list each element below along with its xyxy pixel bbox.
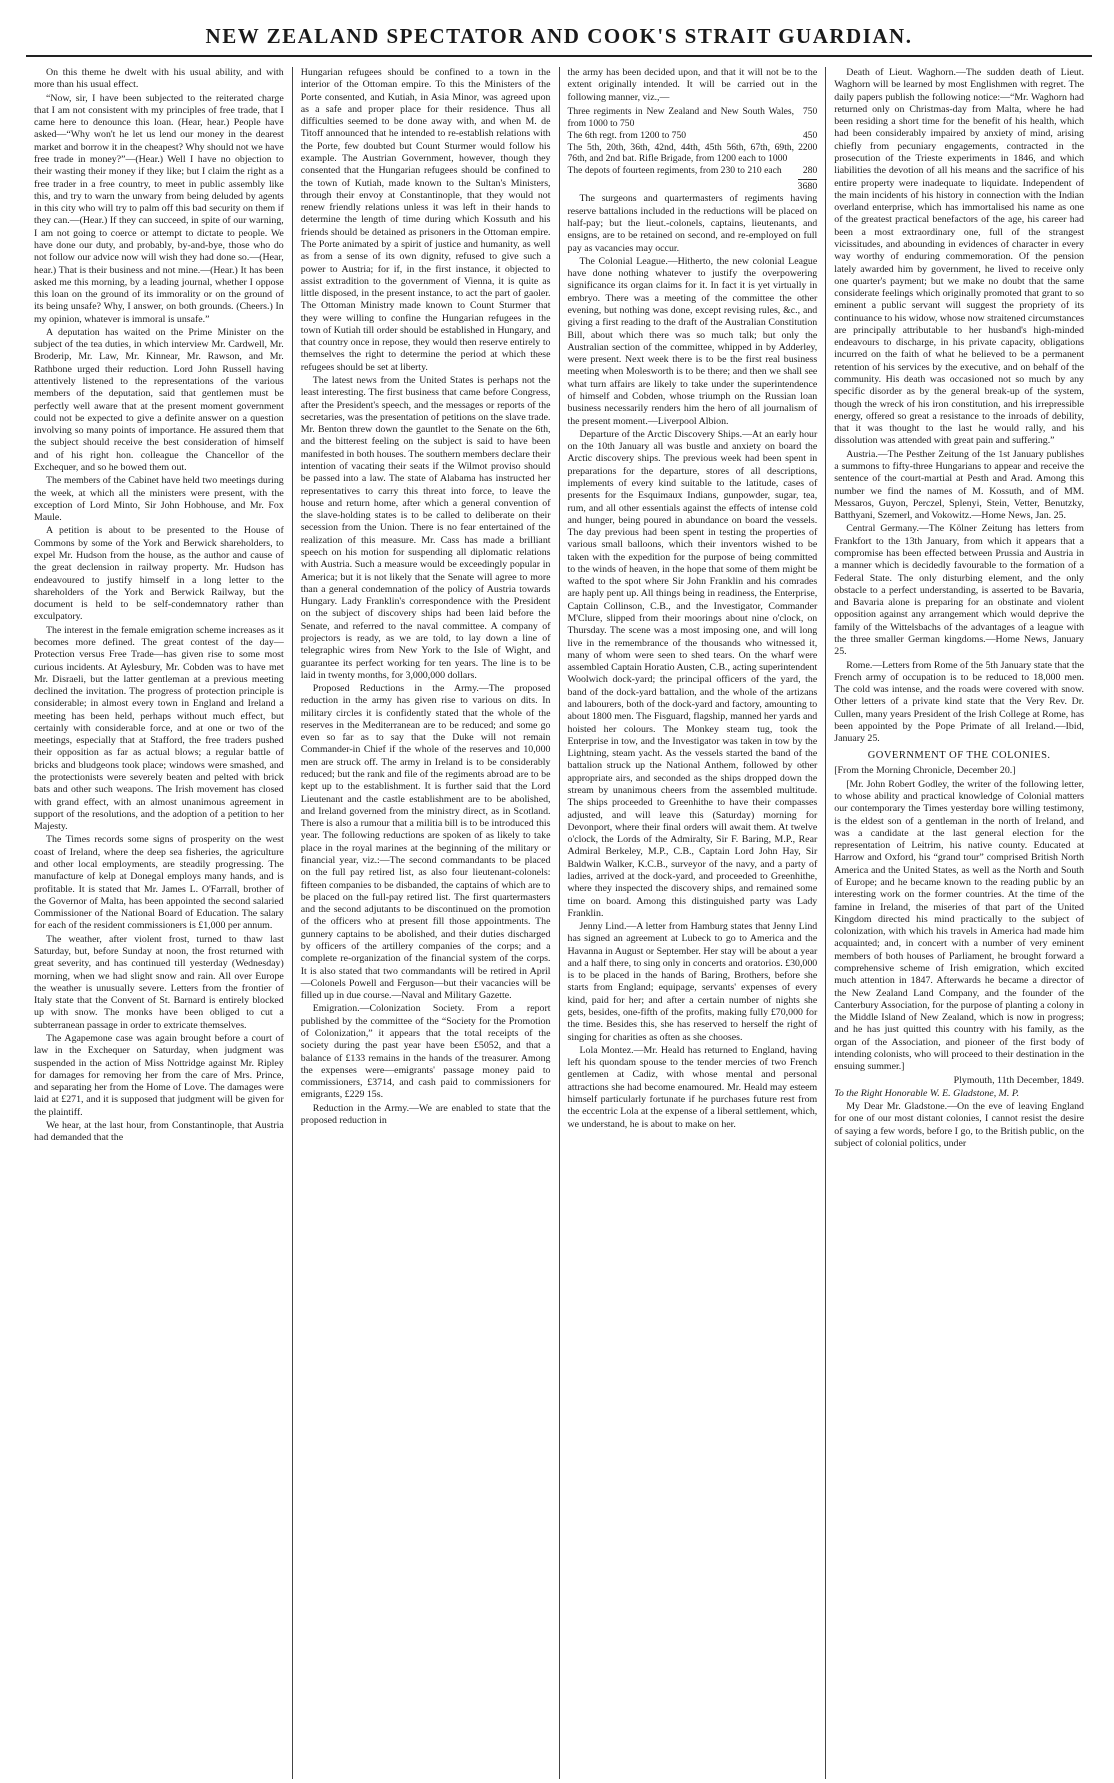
article-paragraph: Hungarian refugees should be confined to a town in the interior of the Ottoman empire. To this the Ministers of the Porte consented, and Kutiah, in Asia Minor, was agreed upon as a safe and proper place for their residence. Thus all difficulties seemed to be done away with, and when M. de Titoff announced that he intended to re-establish relations with the Porte, few doubted but Count Sturmer would follow his example. The Austrian Government, however, though they consented that the Hungarian refugees should be confined to the town of Kutiah, made known to the Sultan's Ministers, through their envoy at Constantinople, that they would not renew friendly relations unless it was left in their hands to determine the length of time during which Kossuth and his friends should be detained as prisoners in the Ottoman empire. The Porte animated by a spirit of justice and humanity, as well as from a sense of its own dignity, refused to give such a power to Austria; for if, in the first instance, it objected to assist extradition to the government of Vienna, it is quite as little disposed, in the present instance, to act the part of gaoler. The Ottoman Ministry made known to Count Sturmer that they were willing to confine the Hungarian refugees in the town of Kutiah till order should be established in Hungary, and that country once in repose, they would then reserve entirely to themselves the right to determine the period at which these refugees should be set at liberty. [300, 67, 551, 373]
table-cell-label: The depots of fourteen regiments, from 230 to 210 each [567, 165, 782, 177]
column-4 [826, 67, 1092, 1779]
troop-reduction-table [568, 106, 818, 177]
article-paragraph: Central Germany.—The Kölner Zeitung has letters from Frankfort to the 13th January, from which it appears that a compromise has been effected between Prussia and Austria in a manner which is decidedly favourable to the formation of a Federal State. The only disturbing element, and the only obstacle to a perfect understanding, is asserted to be Bavaria, and Bavaria alone is preparing for an obstinate and violent opposition against any arrangement which would deprive the family of the Wittelsbachs of the advantages of a league with the three smaller German kingdoms.—Home News, January 25. [834, 523, 1084, 658]
article-paragraph: The Colonial League.—Hitherto, the new colonial League have done nothing whatever to justify the overpowering significance its organ claims for it. In fact it is yet virtually in embryo. There was a meeting of the committee the other evening, but nothing was done, except revising rules, &c., and giving a first reading to the draft of the Australian Constitution Bill, about which there was so much talk; but only the Australian section of the committee, whipped in by Adderley, were present. Next week there is to be the first real business meeting when Molesworth is to be there; and then we shall see what turn affairs are likely to take under the superintendence of himself and Cobden, whose triumph on the Russian loan business necessarily renders him the hero of all journalism of the present moment.—Liverpool Albion. [567, 255, 818, 427]
article-paragraph: A deputation has waited on the Prime Minister on the subject of the tea duties, in which interview Mr. Cardwell, Mr. Broderip, Mr. Law, Mr. Kinnear, Mr. Rawson, and Mr. Rathbone urged their reduction. Lord John Russell having attentively listened to the representations of the various members of the deputation, said that gentlemen must be perfectly well aware that at the present moment government could not be expected to give a definite answer on a question involving so many points of importance. He assured them that the subject should receive the best consideration of himself and of his right hon. colleague the Chancellor of the Exchequer, and so he bowed them out. [34, 326, 284, 473]
table-total: 3680 [797, 181, 818, 193]
article-paragraph: Jenny Lind.—A letter from Hamburg states that Jenny Lind has signed an agreement at Lubeck to go to America and the Havanna in August or September. Her stay will be about a year and a half there, to sing only in concerts and oratorios. £30,000 is to be placed in the hands of Baring, Brothers, before she starts from England; equipage, servants' expenses of every kind, paid for her; and after a certain number of nights she gets, besides, one-fifth of the profits, making fully £70,000 for the time. Besides this, she has reserved to herself the right of singing for charities as often as she chooses. [567, 921, 818, 1043]
table-cell-label: The 6th regt. from 1200 to 750 [567, 129, 687, 141]
columns [26, 67, 1092, 1779]
article-paragraph: The surgeons and quartermasters of regiments having reserve battalions included in the reductions will be placed on half-pay; but the lieut.-colonels, captains, lieutenants, and ensigns, are to be retained on second, and re-employed on full pay as vacancies may occur. [567, 193, 818, 254]
article-paragraph: Rome.—Letters from Rome of the 5th January state that the French army of occupation is to be reduced to 18,000 men. The cold was intense, and the roads were covered with snow. Other letters of a private kind state that the Very Rev. Dr. Cullen, many years President of the Irish College at Rome, has been appointed by the Pope Primate of all Ireland.—Ibid, January 25. [834, 659, 1084, 745]
article-paragraph: The weather, after violent frost, turned to thaw last Saturday, but, before Sunday at noon, the frost returned with great severity, and has continued till yesterday (Wednesday) morning, when we had slight snow and rain. All over Europe the weather is unusually severe. Letters from the frontier of Italy state that the Convent of St. Barnard is entirely blocked up with snow. The monks have been obliged to cut a subterranean passage in order to extricate themselves. [34, 933, 284, 1031]
article-paragraph: Death of Lieut. Waghorn.—The sudden death of Lieut. Waghorn will be learned by most Englishmen with regret. The daily papers publish the following notice:—“Mr. Waghorn had returned only on Christmas-day from Malta, where he had been residing a short time for the benefit of his health, which had been considerably impaired by anxiety of mind, arising chiefly from pecuniary engagements, contracted in the prosecution of the Trieste experiments in 1846, and which liabilities the devotion of all his means and the sacrifice of his entire property were inadequate to liquidate. Independent of the main incidents of his history in connection with the Indian overland enterprise, which has immortalised his name as one of the greatest practical benefactors of the age, his career had been a most extraordinary one, full of the strangest vicissitudes, and abounding in evidences of character in every way worthy of enduring commemoration. Of the pension lately awarded him by government, he lived to receive only one quarter's payment; but we make no doubt that the same considerate feelings which originally promoted that grant to so eminent a public servant will suggest the propriety of its continuance to his widow, whose now straitened circumstances are principally attributable to her husband's high-minded endeavours to discharge, in his private capacity, obligations incurred on the faith of what he believed to be a permanent retention of his services by the executive, and on behalf of the community. His death was occasioned not so much by any specific disorder as by the general break-up of the system, though the wreck of his iron constitution, and his irrepressible energy, offered so great a resistance to the inroads of debility, that it was thought to the last he would rally, and his dissolution was attended with great pain and suffering.” [834, 67, 1084, 447]
article-paragraph: The interest in the female emigration scheme increases as it becomes more defined. The great contest of the day—Protection versus Free Trade—has given rise to some most curious incidents. At Aylesbury, Mr. Cobden was to have met Mr. Disraeli, but the latter gentleman at a previous meeting declined the invitation. The progress of protection principle is considerable; in almost every town in England and Ireland a meeting has been held, perhaps without much effect, but certainly with considerable force, and at one or two of the meetings, especially that at Stafford, the free traders pushed their opposition as far as actual blows; a regular battle of bricks and bludgeons took place; windows were smashed, and the protectionists were severely beaten and pelted with brick bats and other such weapons. The Irish movement has closed with grand effect, with an almost unanimous agreement in support of the resolutions, and the adoption of a petition to her Majesty. [34, 624, 284, 833]
table-cell-value: 750 [802, 105, 818, 117]
table-row [568, 165, 818, 177]
section-heading: GOVERNMENT OF THE COLONIES. [867, 750, 1051, 762]
addressee: To the Right Honorable W. E. Gladstone, M. P. [834, 1087, 1020, 1099]
article-paragraph: Reduction in the Army.—We are enabled to state that the proposed reduction in [300, 1102, 551, 1126]
table-cell-label: Three regiments in New Zealand and New South Wales, from 1000 to 750 [567, 105, 795, 129]
article-paragraph: A petition is about to be presented to the House of Commons by some of the York and Berwick shareholders, to expel Mr. Hudson from the house, as the author and cause of the great declension in railway property. Mr. Hudson has endeavoured to justify himself in a long letter to the shareholders of the York and Berwick Railway, but the document is held to be self-condemnatory rather than exculpatory. [34, 525, 284, 623]
article-paragraph: The Times records some signs of prosperity on the west coast of Ireland, where the deep sea fisheries, the agriculture and other local employments, are steadily progressing. The manufacture of kelp at Donegal employs many hands, and is profitable. It is stated that Mr. James L. O'Farrall, brother of the Governor of Malta, has been appointed the second salaried Commissioner of the National Board of Education. The salary for each of the resident commissioners is £1,000 per annum. [34, 834, 284, 932]
article-paragraph: “Now, sir, I have been subjected to the reiterated charge that I am not consistent with my principles of free trade, that I came here to denounce this loan. (Hear, hear.) People have asked—“Why won't he let us lend our money in the dearest market and borrow it in the cheapest? Why should not we have free trade in money?”—(Hear.) Well I have no objection to their wasting their money if they like; but I claim the right as a free trader in a free country, to meet in public assembly like this, and try to warn the unwary from being deluded by agents in this city who will try to palm off this bad security on them if they can.—(Hear.) If they can succeed, in spite of our warning, I am not going to coerce or attempt to dictate to people. We have done our duty, and probably, by-and-bye, those who do not follow our advice now will wish they had done so.—(Hear, hear.) That is their business and not mine.—(Hear.) It has been asked me this morning, by a leading journal, whether I oppose this loan on the ground of its immorality or on the ground of its being unsafe? Why, I answer, on both grounds. (Cheers.) In my opinion, whatever is immoral is unsafe.” [34, 92, 284, 325]
source-line: [From the Morning Chronicle, December 20.] [834, 765, 1016, 777]
article-paragraph: Proposed Reductions in the Army.—The proposed reduction in the army has given rise to various on dits. In military circles it is confidently stated that the whole of the reserves in the Mediterranean are to be reduced; and some go even so far as to say that the Duke will not remain Commander-in Chief if the whole of the reserves and 10,000 men are struck off. The army in Ireland is to be considerably reduced; but the rank and file of the regiments abroad are to be kept up to the establishment. It is further said that the Lord Lieutenant and the castle establishment are to be abolished, and Ireland governed from the ministry direct, as in Scotland. There is also a rumour that a militia bill is to be introduced this year. The following reductions are spoken of as likely to take place in the royal marines at the beginning of the military or financial year, viz.:—The second commandants to be placed on the full pay retired list, as also four lieutenant-colonels: fifteen companies to be disbanded, the captains of which are to be placed on the full-pay retired list. The first quartermasters and the second adjutants to be discontinued on the promotion of the officers who at present fill those appointments. The gunnery captains to be abolished, and their duties discharged by officers of the artillery companies of the corps; and a complete re-organization of the financial system of the corps. It is also stated that two commandants will be retired in April—Colonels Powell and Ferguson—but their vacancies will be filled up in due course.—Naval and Military Gazette. [300, 683, 551, 1002]
article-paragraph: The members of the Cabinet have held two meetings during the week, at which all the ministers were present, with the exception of Lord Minto, Sir John Hobhouse, and Mr. Fox Maule. [34, 475, 284, 524]
article-paragraph: The latest news from the United States is perhaps not the least interesting. The first business that came before Congress, after the President's speech, and the messages or reports of the secretaries, was the presentation of petitions on the slave trade. Mr. Benton threw down the gauntlet to the Senate on the 6th, and the bitterest feeling on the subject is said to have been manifested in both houses. The southern members declare their intention of vacating their seats if the Wilmot proviso should be passed into a law. The state of Alabama has instructed her representatives to carry this threat into force, to leave the house and return home, after which a general convention of the slave-holding states is to be called to deliberate on their secession from the Union. There is no fear entertained of the realization of this measure. Mr. Cass has made a brilliant speech on his motion for suspending all diplomatic relations with Austria. Such a measure would be exceedingly popular in America; but it is not likely that the Senate will agree to more than a general condemnation of the policy of Austria towards Hungary. Lady Franklin's correspondence with the President on the subject of discovery ships had been laid before the Senate, and referred to the naval committee. A company of projectors is ready, as we are told, to lay down a line of telegraphic wires from New York to the Isle of Wight, and guarantee its perfect working for ten years. The line is to be laid in twenty months, for 3,000,000 dollars. [300, 375, 551, 681]
article-paragraph: Lola Montez.—Mr. Heald has returned to England, having left his quondam spouse to the tender mercies of two French gentlemen at Cadiz, with whose mental and personal attractions she had become enamoured. Mr. Heald may esteem himself particularly fortunate if he purchases future rest from the eccentric Lola at the expense of a liberal settlement, which, we understand, he is about to make on her. [567, 1044, 818, 1130]
article-paragraph: Emigration.—Colonization Society. From a report published by the committee of the “Society for the Promotion of Colonization,” it appears that the total receipts of the society during the past year have been £5052, and that a balance of £133 remains in the hands of the treasurer. Among the expenses were—emigrants' passage money paid to commissioners, £3714, and cash paid to commissioners for emigrants, £229 15s. [300, 1003, 551, 1101]
article-paragraph: We hear, at the last hour, from Constantinople, that Austria had demanded that the [34, 1119, 284, 1144]
article-paragraph: Departure of the Arctic Discovery Ships.—At an early hour on the 10th January all was bustle and anxiety on board the Arctic discovery ships. The previous week had been spent in preparations for the departure, stores of all descriptions, implements of every kind suitable to the latitude, cases of presents for the Esquimaux Indians, gunpowder, sugar, tea, rum, and all other essentials against the effects of intense cold and hunger, being poured in abundance on board the vessels. The day previous had been spent in testing the properties of various small balloons, which their inventors wished to be taken with the expedition for the purpose of being committed to the winds of heaven, in the hope that some of them might be wafted to the spot where Sir John Franklin and his comrades are haply pent up. All things being in readiness, the Enterprise, Captain Collinson, C.B., and the Investigator, Commander M'Clure, slipped from their moorings about nine o'clock, on Thursday. The scene was a most imposing one, and will long live in the remembrance of the thousands who witnessed it, many of whom were seen to shed tears. On the wharf were assembled Captain Horatio Austen, C.B., acting superintendent Woolwich dock-yard; the principal officers of the yard, the band of the dock-yard battalion, and the whole of the artizans and labourers, both of the dock-yard and factory, amounting to about 1800 men. The Fisguard, flagship, manned her yards and hoisted her colours. The Monkey steam tug, took the Enterprise in tow, and the Investigator was taken in tow by the Lightning, steam yacht. As the vessels started the band of the battalion struck up the National Anthem, followed by other appropriate airs, and seconded as the ships dropped down the stream by unanimous cheers from the assembled multitude. The ships proceeded to Greenhithe to have their compasses adjusted, and will leave this (Saturday) morning for Devonport, where their final orders will await them. At twelve o'clock, the Lords of the Admiralty, Sir F. Baring, M.P., Rear Admiral Berkeley, M.P., C.B., Captain Lord John Hay, Sir Baldwin Walker, K.C.B., surveyor of the navy, and a party of ladies, arrived at the dock-yard, and proceeded to Greenhithe, where they inspected the discovery ships, and remained some time on board. Among this distinguished party was Lady Franklin. [567, 428, 818, 919]
table-cell-value: 280 [802, 165, 818, 177]
article-paragraph: On this theme he dwelt with his usual ability, and with more than his usual effect. [34, 67, 284, 91]
masthead: NEW ZEALAND SPECTATOR AND COOK'S STRAIT GUARDIAN. [26, 14, 1092, 57]
article-paragraph: The Agapemone case was again brought before a court of law in the Exchequer on Saturday, when judgment was suspended in the action of Miss Nottridge against Mr. Ripley for damages for removing her from the care of Mrs. Prince, and separating her from the Home of Love. The damages were laid at £271, and it is supposed that judgment will be given for the plaintiff. [34, 1032, 284, 1118]
column-1 [26, 67, 293, 1779]
table-row [568, 106, 818, 130]
table-row [568, 142, 818, 166]
article-paragraph: [Mr. John Robert Godley, the writer of the following letter, to whose ability and practical knowledge of Colonial matters our contemporary the Times yesterday bore willing testimony, is the eldest son of a gentleman in the north of Ireland, and was a candidate at the last general election for the representation of Leitrim, his native county. Educated at Harrow and Oxford, his “grand tour” comprised British North America and the United States, as well as the North and South of Europe; and he became known to the reading public by an interesting work on the former countries. At the time of the famine in Ireland, the miseries of that part of the United Kingdom directed his mind practically to the subject of colonization, with which his travels in America had made him acquainted; and, in concert with a number of very eminent members of both houses of Parliament, he brought forward a comprehensive scheme of Irish emigration, which excited much attention in 1847. Afterwards he became a director of the New Zealand Land Company, and the founder of the Canterbury Association, for the purpose of planting a colony in the Middle Island of New Zealand, which is now in progress; and he has just quitted this country with his family, as the organ of the Association, and pioneer of the first body of intending colonists, who will proceed to their destination in the ensuing summer.] [834, 778, 1084, 1073]
table-cell-value: 2200 [798, 141, 818, 153]
article-paragraph: the army has been decided upon, and that it will not be to the extent originally intended. It will be carried out in the following manner, viz.,— [567, 67, 818, 103]
table-cell-value: 450 [802, 129, 818, 141]
table-row [568, 130, 818, 142]
table-cell-label: The 5th, 20th, 36th, 42nd, 44th, 45th 56th, 67th, 69th, 76th, and 2nd bat. Rifle Brigade, from 1200 each to 1000 [567, 141, 795, 165]
dateline: Plymouth, 11th December, 1849. [953, 1074, 1084, 1086]
column-3 [560, 67, 827, 1779]
article-paragraph: Austria.—The Pesther Zeitung of the 1st January publishes a summons to fifty-three Hungarians to appear and receive the sentence of the court-martial at Pesth and Arad. Among this number we find the names of M. Kossuth, and of MM. Messaros, Guyon, Perczel, Splenyi, Stein, Vetter, Benutzky, Batthyani, Szemerl, and Vokowitz.—Home News, Jan. 25. [834, 448, 1084, 522]
column-2 [293, 67, 560, 1779]
article-paragraph: My Dear Mr. Gladstone.—On the eve of leaving England for one of our most distant colonies, I cannot resist the desire of saying a few words, before I go, to the British public, on the subject of colonial politics, under [834, 1101, 1084, 1149]
